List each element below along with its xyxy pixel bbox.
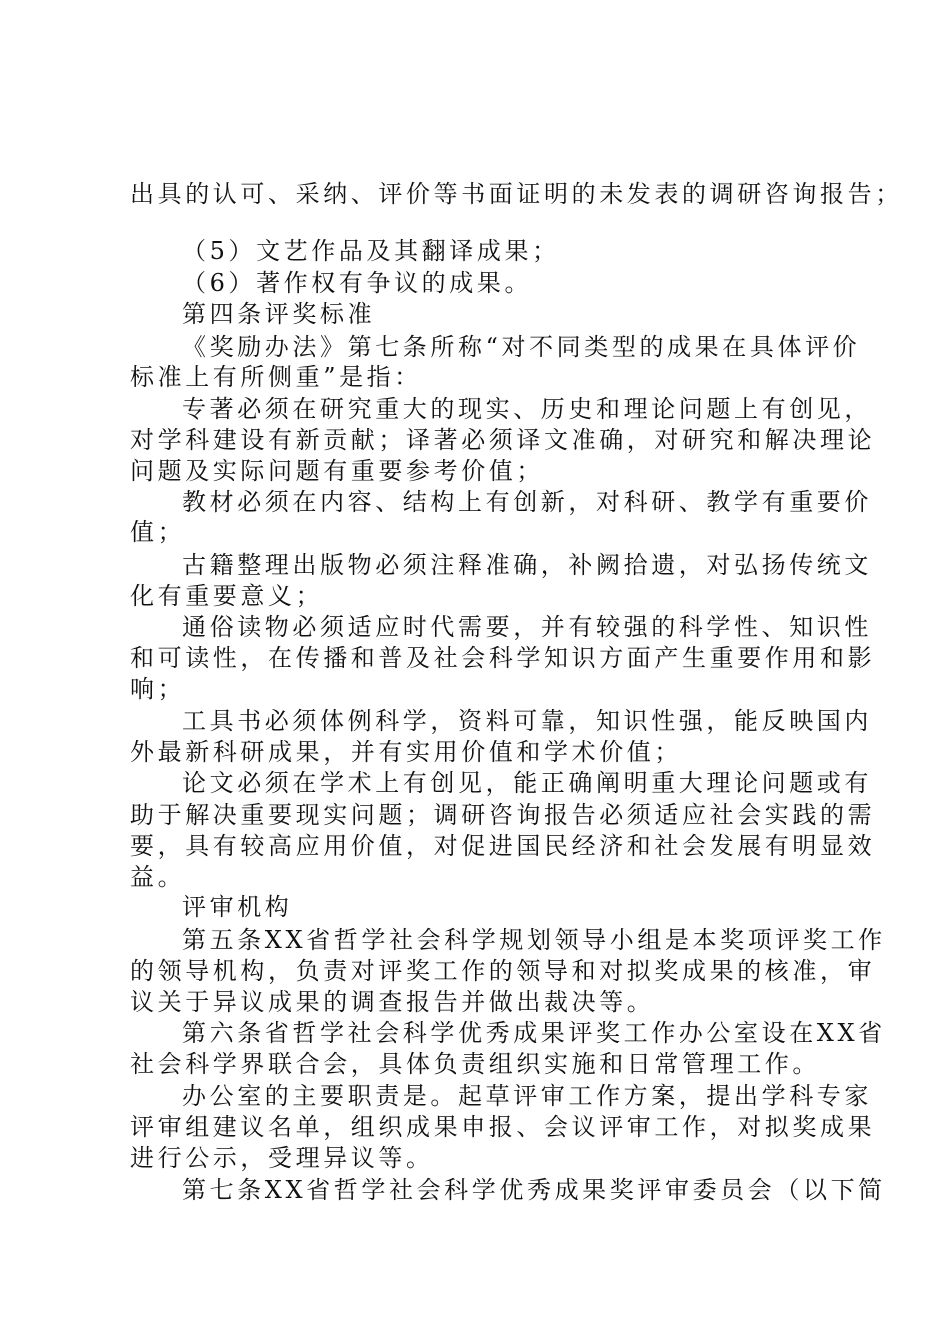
text-line: 古籍整理出版物必须注释准确，补阙拾遗，对弘扬传统文 xyxy=(182,551,872,579)
section-heading: 第四条评奖标准 xyxy=(182,300,376,328)
text-line: 出具的认可、采纳、评价等书面证明的未发表的调研咨询报告； xyxy=(130,180,903,208)
text-line: 评审组建议名单，组织成果申报、会议评审工作，对拟奖成果 xyxy=(130,1113,876,1141)
text-line: 助于解决重要现实问题；调研咨询报告必须适应社会实践的需 xyxy=(130,801,876,829)
text-line: 和可读性，在传播和普及社会科学知识方面产生重要作用和影 xyxy=(130,644,876,672)
text-line: 进行公示，受理异议等。 xyxy=(130,1144,434,1172)
text-line: 议关于异议成果的调查报告并做出裁决等。 xyxy=(130,988,655,1016)
text-line: 第七条XX省哲学社会科学优秀成果奖评审委员会（以下简 xyxy=(182,1176,886,1204)
text-line: 办公室的主要职责是。起草评审工作方案，提出学科专家 xyxy=(182,1082,872,1110)
text-line: 化有重要意义； xyxy=(130,582,324,610)
text-line: 论文必须在学术上有创见，能正确阐明重大理论问题或有 xyxy=(182,769,872,797)
text-line: 《奖励办法》第七条所称“对不同类型的成果在具体评价 xyxy=(182,333,861,361)
text-line: 社会科学界联合会，具体负责组织实施和日常管理工作。 xyxy=(130,1050,820,1078)
text-line: 第六条省哲学社会科学优秀成果评奖工作办公室设在XX省 xyxy=(182,1019,886,1047)
text-line: （6）著作权有争议的成果。 xyxy=(182,269,533,297)
text-line: 外最新科研成果，并有实用价值和学术价值； xyxy=(130,738,682,766)
text-line: 对学科建设有新贡献；译著必须译文准确，对研究和解决理论 xyxy=(130,426,876,454)
text-line: 问题及实际问题有重要参考价值； xyxy=(130,457,544,485)
text-line: 的领导机构，负责对评奖工作的领导和对拟奖成果的核准，审 xyxy=(130,957,876,985)
text-line: 益。 xyxy=(130,863,186,891)
text-line: 值； xyxy=(130,518,186,546)
text-line: 教材必须在内容、结构上有创新，对科研、教学有重要价 xyxy=(182,488,872,516)
text-line: 要，具有较高应用价值，对促进国民经济和社会发展有明显效 xyxy=(130,832,876,860)
text-line: 工具书必须体例科学，资料可靠，知识性强，能反映国内 xyxy=(182,707,872,735)
text-line: 标准上有所侧重”是指： xyxy=(130,363,422,391)
text-line: 专著必须在研究重大的现实、历史和理论问题上有创见， xyxy=(182,395,872,423)
section-heading: 评审机构 xyxy=(182,893,293,921)
text-line: 通俗读物必须适应时代需要，并有较强的科学性、知识性 xyxy=(182,613,872,641)
text-line: 第五条XX省哲学社会科学规划领导小组是本奖项评奖工作 xyxy=(182,926,886,954)
text-line: 响； xyxy=(130,675,186,703)
text-line: （5）文艺作品及其翻译成果； xyxy=(182,237,560,265)
